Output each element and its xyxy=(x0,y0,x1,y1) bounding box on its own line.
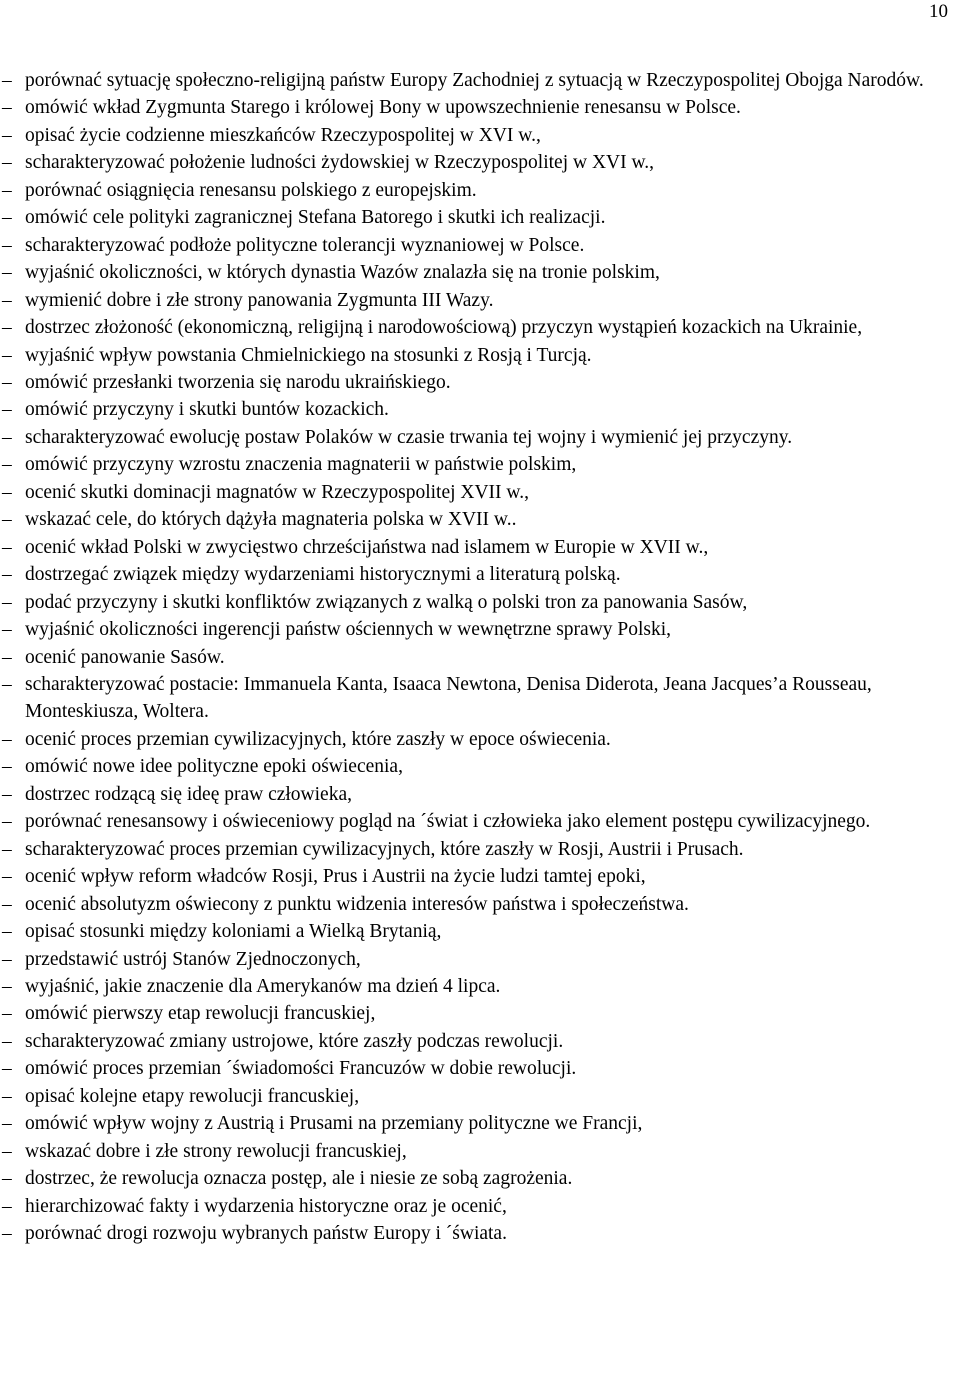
list-item xyxy=(0,1110,955,1137)
list-item-text: ocenić wpływ reform władców Rosji, Prus i Austrii na życie ludzi tamtej epoki, xyxy=(25,866,646,888)
list-item xyxy=(0,561,955,588)
list-item-text: scharakteryzować położenie ludności żydowskiej w Rzeczypospolitej w XVI w., xyxy=(25,152,655,174)
list-item xyxy=(0,644,955,671)
dash-bullet: – xyxy=(2,673,12,695)
list-item xyxy=(0,973,955,1000)
dash-bullet: – xyxy=(2,70,12,91)
list-item xyxy=(0,424,955,451)
list-item xyxy=(0,918,955,945)
list-item xyxy=(0,67,955,94)
list-item xyxy=(0,808,955,835)
list-item xyxy=(0,1000,955,1027)
list-item xyxy=(0,177,955,204)
list-item-text: omówić proces przemian ´świadomości Francuzów w dobie rewolucji. xyxy=(25,1058,577,1080)
list-item-text: opisać kolejne etapy rewolucji francuskiej, xyxy=(25,1085,360,1107)
dash-bullet: – xyxy=(2,591,12,613)
list-item-text: ocenić proces przemian cywilizacyjnych, które zaszły w epoce oświecenia. xyxy=(25,728,611,750)
dash-bullet: – xyxy=(2,1058,12,1080)
dash-bullet: – xyxy=(2,317,12,339)
dash-bullet: – xyxy=(2,866,12,888)
dash-bullet: – xyxy=(2,564,12,586)
list-item-text: hierarchizować fakty i wydarzenia historyczne oraz je ocenić, xyxy=(25,1195,507,1217)
list-item xyxy=(0,753,955,780)
list-item-text: porównać drogi rozwoju wybranych państw Europy i ´świata. xyxy=(25,1223,507,1245)
list-item-text: omówić przyczyny i skutki buntów kozackich. xyxy=(25,399,389,421)
dash-bullet: – xyxy=(2,646,12,668)
list-item xyxy=(0,1083,955,1110)
dash-bullet: – xyxy=(2,811,12,833)
list-item xyxy=(0,149,955,176)
dash-bullet: – xyxy=(2,344,12,366)
list-item-text: omówić przesłanki tworzenia się narodu ukraińskiego. xyxy=(25,371,451,393)
list-item xyxy=(0,1165,955,1192)
list-item-text: wskazać cele, do których dążyła magnateria polska w XVII w.. xyxy=(25,509,517,531)
list-item-text: wskazać dobre i złe strony rewolucji francuskiej, xyxy=(25,1140,407,1162)
list-item-text: scharakteryzować podłoże polityczne tolerancji wyznaniowej w Polsce. xyxy=(25,234,585,256)
list-item xyxy=(0,232,955,259)
list-item-text: opisać życie codzienne mieszkańców Rzeczypospolitej w XVI w., xyxy=(25,124,541,146)
dash-bullet: – xyxy=(2,783,12,805)
list-item xyxy=(0,342,955,369)
list-item-text: podać przyczyny i skutki konfliktów związanych z walką o polski tron za panowania Sasów, xyxy=(25,591,748,613)
list-item xyxy=(0,369,955,396)
list-item xyxy=(0,589,955,616)
dash-bullet: – xyxy=(2,536,12,558)
list-item xyxy=(0,314,955,341)
list-item-text: omówić pierwszy etap rewolucji francuskiej, xyxy=(25,1003,376,1025)
dash-bullet: – xyxy=(2,234,12,256)
dash-bullet: – xyxy=(2,454,12,476)
list-item xyxy=(0,616,955,643)
list-item-text: dostrzec złożoność (ekonomiczną, religijną i narodowościową) przyczyn wystąpień kozackich na Ukrainie, xyxy=(25,317,863,339)
dash-bullet: – xyxy=(2,1168,12,1190)
dash-bullet: – xyxy=(2,838,12,860)
list-item xyxy=(0,1138,955,1165)
list-item-text: opisać stosunki między koloniami a Wielką Brytanią, xyxy=(25,921,442,943)
page-number: 10 xyxy=(929,1,948,22)
list-item xyxy=(0,396,955,423)
list-item xyxy=(0,451,955,478)
dash-bullet: – xyxy=(2,893,12,915)
dash-bullet: – xyxy=(2,756,12,778)
list-item xyxy=(0,259,955,286)
list-item xyxy=(0,671,955,726)
dash-bullet: – xyxy=(2,1113,12,1135)
list-item xyxy=(0,891,955,918)
dash-bullet: – xyxy=(2,399,12,421)
list-item xyxy=(0,863,955,890)
dash-bullet: – xyxy=(2,509,12,531)
list-item-text: wyjaśnić, jakie znaczenie dla Amerykanów ma dzień 4 lipca. xyxy=(25,975,501,997)
list-item-text: dostrzec rodzącą się ideę praw człowieka, xyxy=(25,783,352,805)
dash-bullet: – xyxy=(2,124,12,146)
list-item xyxy=(0,1220,955,1247)
list-item-text: przedstawić ustrój Stanów Zjednoczonych, xyxy=(25,948,361,970)
list-item xyxy=(0,1028,955,1055)
dash-bullet: – xyxy=(2,1223,12,1245)
list-item xyxy=(0,204,955,231)
dash-bullet: – xyxy=(2,1003,12,1025)
list-item-text: omówić cele polityki zagranicznej Stefana Batorego i skutki ich realizacji. xyxy=(25,207,606,229)
list-item-text: scharakteryzować postacie: Immanuela Kanta, Isaaca Newtona, Denisa Diderota, Jeana Jacques’a Rousseau, Monteskiusza, Woltera. xyxy=(25,673,872,723)
list-item-text: ocenić panowanie Sasów. xyxy=(25,646,225,668)
list-item-text: ocenić skutki dominacji magnatów w Rzeczypospolitej XVII w., xyxy=(25,481,529,503)
dash-bullet: – xyxy=(2,619,12,641)
list-item-text: porównać renesansowy i oświeceniowy pogląd na ´świat i człowieka jako element postępu cywilizacyjnego. xyxy=(25,811,871,833)
list-item-text: omówić nowe idee polityczne epoki oświecenia, xyxy=(25,756,403,778)
dash-bullet: – xyxy=(2,97,12,119)
list-item xyxy=(0,534,955,561)
dash-bullet: – xyxy=(2,289,12,311)
dash-bullet: – xyxy=(2,975,12,997)
list-item-text: porównać sytuację społeczno-religijną państw Europy Zachodniej z sytuacją w Rzeczypospolitej Obojga Narodów. xyxy=(25,70,924,91)
dash-bullet: – xyxy=(2,262,12,284)
dash-bullet: – xyxy=(2,207,12,229)
list-item xyxy=(0,94,955,121)
list-item-text: ocenić wkład Polski w zwycięstwo chrześcijaństwa nad islamem w Europie w XVII w., xyxy=(25,536,709,558)
dash-bullet: – xyxy=(2,1030,12,1052)
list-item-text: dostrzec, że rewolucja oznacza postęp, ale i niesie ze sobą zagrożenia. xyxy=(25,1168,573,1190)
list-item xyxy=(0,287,955,314)
list-item xyxy=(0,506,955,533)
list-item xyxy=(0,1193,955,1220)
list-item xyxy=(0,122,955,149)
dash-bullet: – xyxy=(2,948,12,970)
dash-bullet: – xyxy=(2,152,12,174)
list-item xyxy=(0,1055,955,1082)
list-item-text: ocenić absolutyzm oświecony z punktu widzenia interesów państwa i społeczeństwa. xyxy=(25,893,689,915)
list-item-text: scharakteryzować ewolucję postaw Polaków w czasie trwania tej wojny i wymienić jej przyczyny. xyxy=(25,426,793,448)
list-item-text: scharakteryzować proces przemian cywilizacyjnych, które zaszły w Rosji, Austrii i Prusach. xyxy=(25,838,744,860)
list-item-text: porównać osiągnięcia renesansu polskiego z europejskim. xyxy=(25,179,477,201)
list-item-text: wymienić dobre i złe strony panowania Zygmunta III Wazy. xyxy=(25,289,494,311)
list-item-text: omówić wpływ wojny z Austrią i Prusami na przemiany polityczne we Francji, xyxy=(25,1113,643,1135)
dash-bullet: – xyxy=(2,371,12,393)
dash-bullet: – xyxy=(2,426,12,448)
list-item xyxy=(0,946,955,973)
list-item-text: wyjaśnić wpływ powstania Chmielnickiego na stosunki z Rosją i Turcją. xyxy=(25,344,592,366)
list-item-text: omówić przyczyny wzrostu znaczenia magnaterii w państwie polskim, xyxy=(25,454,577,476)
list-item xyxy=(0,479,955,506)
list-item xyxy=(0,836,955,863)
dash-bullet: – xyxy=(2,481,12,503)
list-item-text: scharakteryzować zmiany ustrojowe, które zaszły podczas rewolucji. xyxy=(25,1030,564,1052)
list-item-text: wyjaśnić okoliczności ingerencji państw ościennych w wewnętrzne sprawy Polski, xyxy=(25,619,672,641)
list-item-text: omówić wkład Zygmunta Starego i królowej Bony w upowszechnienie renesansu w Polsce. xyxy=(25,97,741,119)
dash-bullet: – xyxy=(2,179,12,201)
list-item-text: wyjaśnić okoliczności, w których dynastia Wazów znalazła się na tronie polskim, xyxy=(25,262,660,284)
dash-bullet: – xyxy=(2,1195,12,1217)
list-item-text: dostrzegać związek między wydarzeniami historycznymi a literaturą polską. xyxy=(25,564,621,586)
list-item xyxy=(0,726,955,753)
objectives-list xyxy=(0,67,955,1247)
list-item xyxy=(0,781,955,808)
dash-bullet: – xyxy=(2,728,12,750)
dash-bullet: – xyxy=(2,1085,12,1107)
dash-bullet: – xyxy=(2,921,12,943)
dash-bullet: – xyxy=(2,1140,12,1162)
